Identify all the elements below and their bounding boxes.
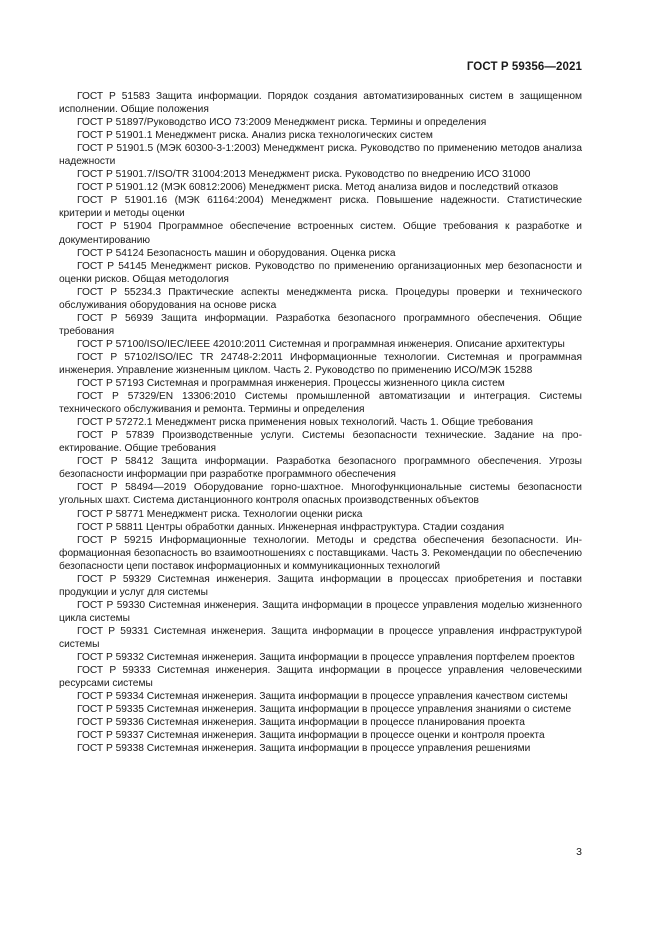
reference-item: ГОСТ Р 58811 Центры обработки данных. Инженерная инфраструктура. Стадии создания xyxy=(77,521,505,533)
reference-item: ГОСТ Р 59215 Информационные технологии. Методы и средства обеспечения безопасности. Информационная безопасность во взаимоотношениях с поставщиками. Часть 3. Рекомендации по обеспечению безопасности цепи поставок информационных и коммуникационных технологий xyxy=(59,534,582,572)
reference-item: ГОСТ Р 59337 Системная инженерия. Защита информации в процессе оценки и контроля проекта xyxy=(77,730,545,742)
reference-item: ГОСТ Р 59336 Системная инженерия. Защита информации в процессе планирования проекта xyxy=(77,717,525,729)
reference-item: ГОСТ Р 57100/ISO/IEC/IEEE 42010:2011 Системная и программная инженерия. Описание архитектуры xyxy=(77,338,565,350)
reference-item: ГОСТ Р 59334 Системная инженерия. Защита информации в процессе управления качеством системы xyxy=(77,691,568,703)
reference-item: ГОСТ Р 54124 Безопасность машин и оборудования. Оценка риска xyxy=(77,247,396,259)
page-number: 3 xyxy=(576,846,582,858)
reference-item: ГОСТ Р 59333 Системная инженерия. Защита информации в процессе управления человеческими ресурсами системы xyxy=(59,665,582,690)
reference-item: ГОСТ Р 57193 Системная и программная инженерия. Процессы жизненного цикла систем xyxy=(77,378,505,390)
reference-item: ГОСТ Р 54145 Менеджмент рисков. Руководство по применению организационных мер безопасности и оценки рисков. Общая методология xyxy=(59,260,582,285)
reference-item: ГОСТ Р 59332 Системная инженерия. Защита информации в процессе управления портфелем проектов xyxy=(77,652,575,664)
reference-item: ГОСТ Р 59335 Системная инженерия. Защита информации в процессе управления знаниями о системе xyxy=(77,704,572,716)
reference-item: ГОСТ Р 51904 Программное обеспечение встроенных систем. Общие требования к разработке и документированию xyxy=(59,221,582,246)
reference-item: ГОСТ Р 51901.7/ISO/TR 31004:2013 Менеджмент риска. Руководство по внедрению ИСО 31000 xyxy=(77,169,531,181)
reference-item: ГОСТ Р 51901.16 (МЭК 61164:2004) Менеджмент риска. Повышение надежности. Статистические критерии и методы оценки xyxy=(59,195,582,220)
reference-item: ГОСТ Р 57272.1 Менеджмент риска применения новых технологий. Часть 1. Общие требования xyxy=(77,417,534,429)
reference-item: ГОСТ Р 57839 Производственные услуги. Системы безопасности технические. Задание на проектирование. Общие требования xyxy=(59,430,582,455)
reference-item: ГОСТ Р 51901.5 (МЭК 60300-3-1:2003) Менеджмент риска. Руководство по применению методов анализа надежности xyxy=(59,143,582,168)
reference-item: ГОСТ Р 51901.1 Менеджмент риска. Анализ риска технологических систем xyxy=(77,130,433,142)
reference-item: ГОСТ Р 59329 Системная инженерия. Защита информации в процессах приобретения и поставки продукции и услуг для системы xyxy=(59,573,582,598)
reference-item: ГОСТ Р 59330 Системная инженерия. Защита информации в процессе управления моделью жизненного цикла системы xyxy=(59,599,582,624)
reference-item: ГОСТ Р 51901.12 (МЭК 60812:2006) Менеджмент риска. Метод анализа видов и последствий отказов xyxy=(77,182,559,194)
reference-item: ГОСТ Р 51897/Руководство ИСО 73:2009 Менеджмент риска. Термины и определения xyxy=(77,117,487,129)
document-standard-header: ГОСТ Р 59356—2021 xyxy=(466,61,582,73)
reference-item: ГОСТ Р 57102/ISO/IEC TR 24748-2:2011 Информационные технологии. Системная и программная инженерия. Управление жизненным циклом. Часть 2. Руководство по применению ИСО/МЭК 15288 xyxy=(59,351,582,376)
reference-item: ГОСТ Р 58412 Защита информации. Разработка безопасного программного обеспечения. Угрозы безопасности информации при разработке программного обеспечения xyxy=(59,456,582,481)
reference-item: ГОСТ Р 58494—2019 Оборудование горно-шахтное. Многофункциональные системы безопасности угольных шахт. Система дистанционного контроля опасных производственных объектов xyxy=(59,482,582,507)
reference-item: ГОСТ Р 59331 Системная инженерия. Защита информации в процессе управления инфраструктурой системы xyxy=(59,625,582,650)
reference-item: ГОСТ Р 56939 Защита информации. Разработка безопасного программного обеспечения. Общие требования xyxy=(59,312,582,337)
normative-references-list xyxy=(59,90,582,755)
reference-item: ГОСТ Р 59338 Системная инженерия. Защита информации в процессе управления решениями xyxy=(77,743,531,755)
reference-item: ГОСТ Р 58771 Менеджмент риска. Технологии оценки риска xyxy=(77,508,363,520)
reference-item: ГОСТ Р 57329/EN 13306:2010 Системы промышленной автоматизации и интеграция. Системы технического обслуживания и ремонта. Термины и определения xyxy=(59,391,582,416)
reference-item: ГОСТ Р 51583 Защита информации. Порядок создания автоматизированных систем в защищенном исполнении. Общие положения xyxy=(59,91,582,116)
reference-item: ГОСТ Р 55234.3 Практические аспекты менеджмента риска. Процедуры проверки и технического обслуживания оборудования на основе риска xyxy=(59,286,582,311)
